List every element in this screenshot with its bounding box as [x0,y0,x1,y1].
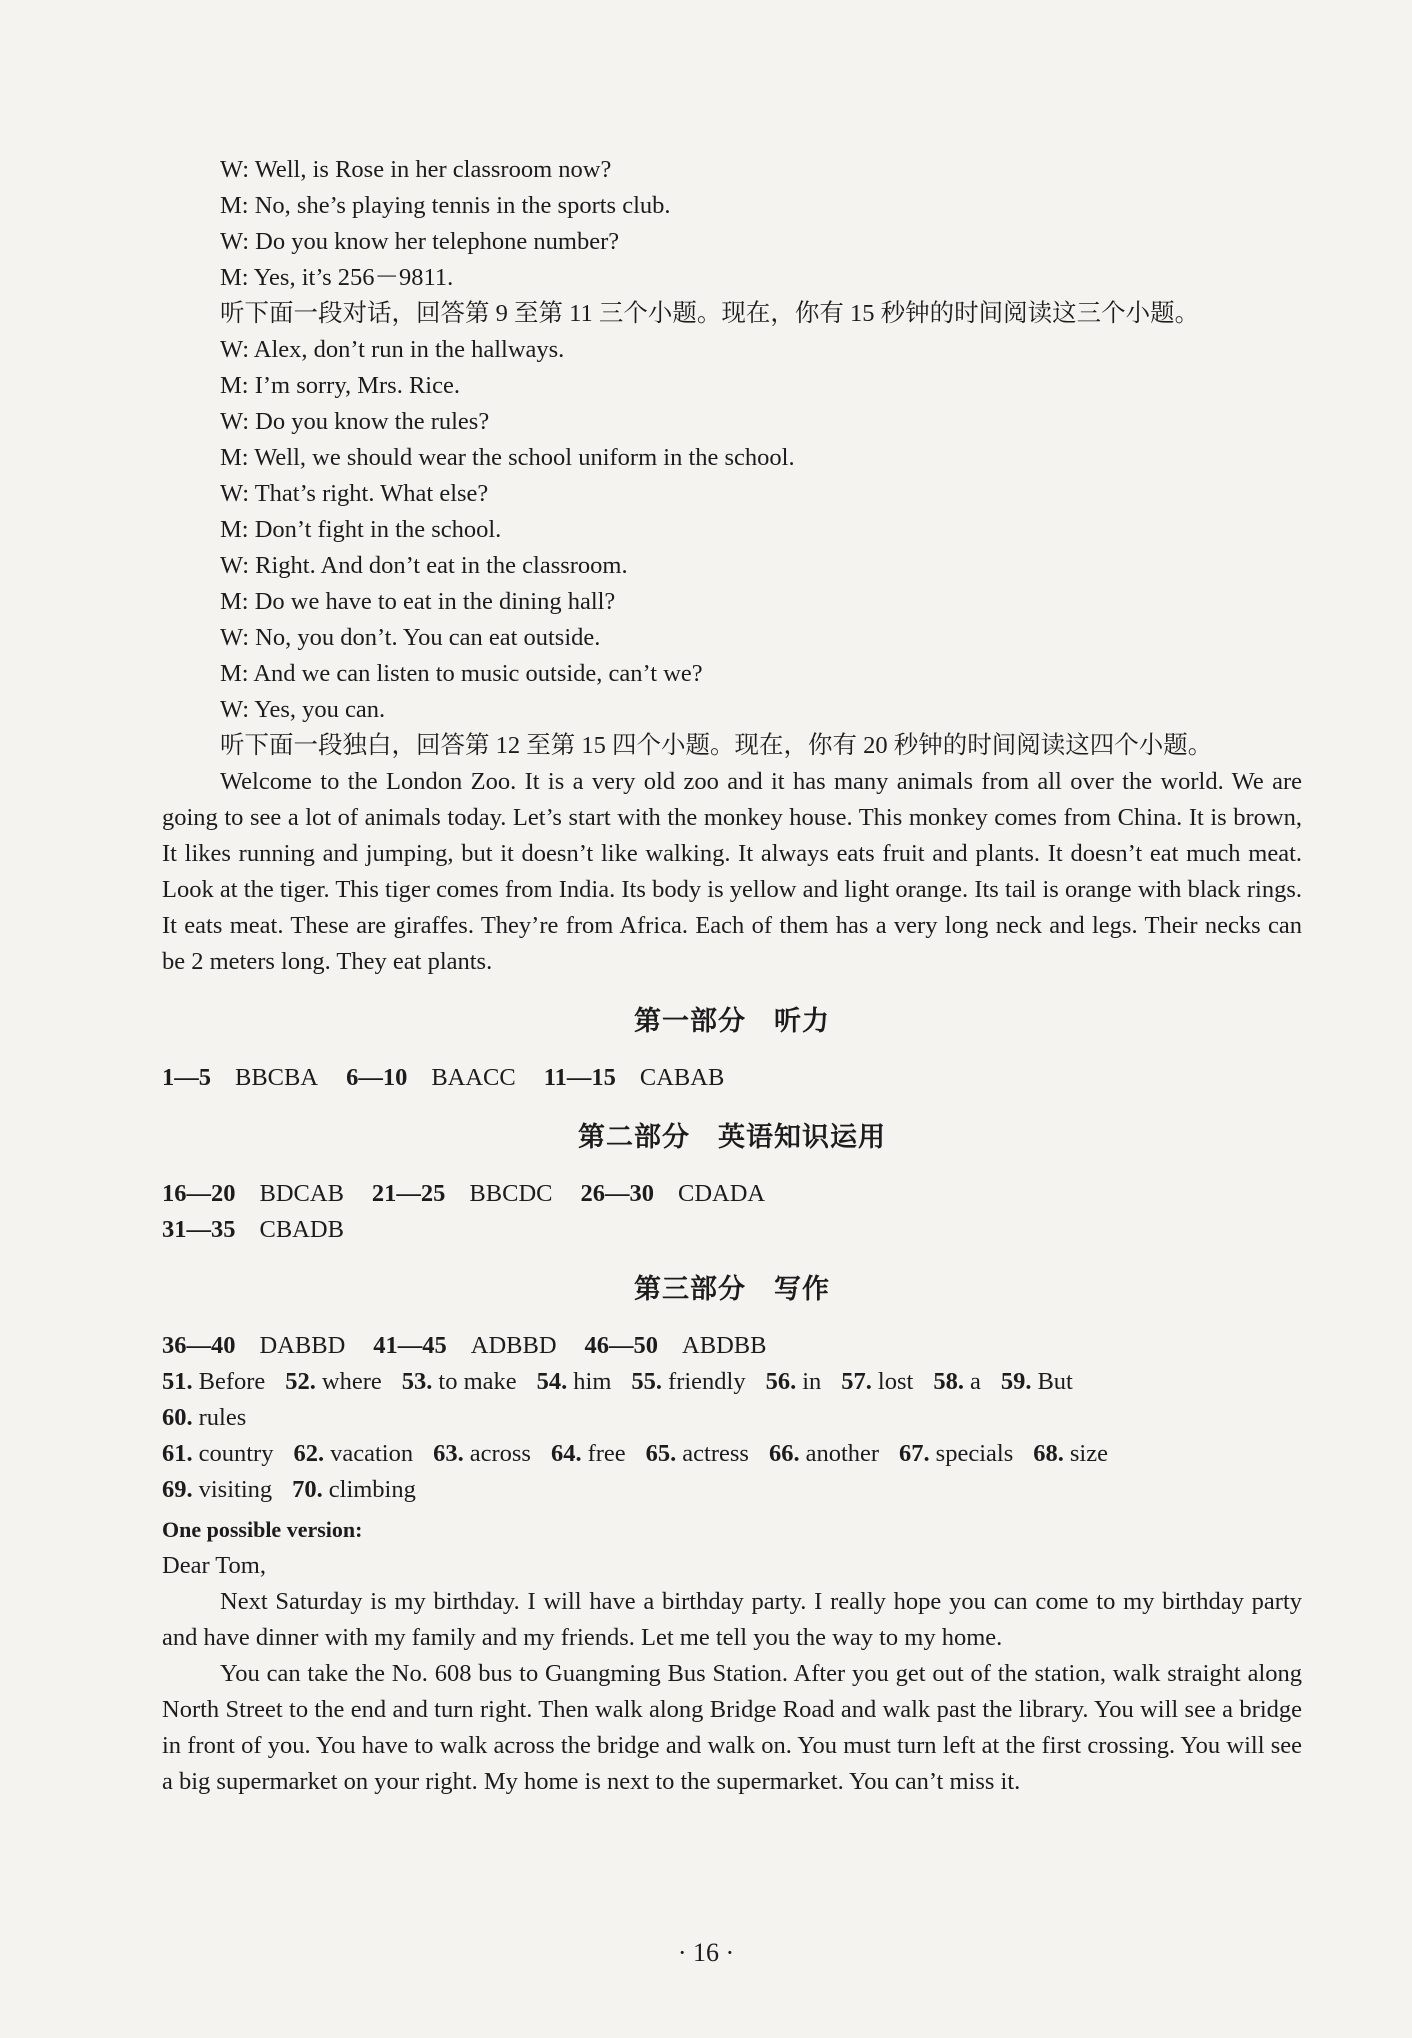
answer-group [372,1176,553,1212]
answer-row [162,1212,1302,1248]
dialogue-section-2 [162,332,1302,728]
fill-answer [551,1436,626,1472]
dialogue-line: W: That’s right. What else? [220,480,489,507]
fill-number: 66. [768,1440,800,1467]
dialogue-line: M: Well, we should wear the school uniform in the school. [220,444,795,471]
answer-group [544,1060,725,1096]
fill-word: him [573,1368,612,1395]
dialogue-line: M: I’m sorry, Mrs. Rice. [220,372,460,399]
fill-answer [162,1436,273,1472]
page-number: · 16 · [677,1938,735,1967]
answer-row [162,1176,1302,1212]
fill-word: Before [198,1368,266,1395]
fill-number: 53. [401,1368,433,1395]
instruction-2: 听下面一段对话，回答第 9 至第 11 三个小题。现在，你有 15 秒钟的时间阅读这三个小题。 [220,300,1200,327]
fill-answer [285,1364,381,1400]
fill-word: another [805,1440,880,1467]
fill-number: 58. [933,1368,964,1395]
fill-answer [841,1364,913,1400]
fill-word: climbing [328,1476,416,1503]
fill-word: where [321,1368,382,1395]
fill-row [162,1472,1302,1508]
answer-range: 21—25 [371,1180,446,1207]
answer-row [162,1060,1302,1096]
part3-heading: 第三部分 写作 [634,1274,830,1305]
answer-group [162,1212,344,1248]
fill-word: to make [438,1368,517,1395]
fill-word: visiting [198,1476,273,1503]
fill-in-answers [162,1364,1302,1508]
fill-number: 63. [433,1440,464,1467]
answer-range: 16—20 [162,1180,236,1207]
fill-number: 69. [162,1476,193,1503]
part2-heading: 第二部分 英语知识运用 [578,1122,886,1153]
fill-answer [402,1364,517,1400]
fill-answer [433,1436,531,1472]
fill-answer [292,1472,416,1508]
fill-number: 68. [1033,1440,1064,1467]
essay-body [162,1584,1302,1800]
answer-letters: BBCDC [469,1180,553,1207]
answer-letters: ABDBB [682,1332,767,1359]
answer-range: 6—10 [346,1064,408,1091]
answer-range: 26—30 [580,1180,654,1207]
fill-answer [1033,1436,1108,1472]
dialogue-line: W: Yes, you can. [220,696,386,723]
dialogue-line: M: And we can listen to music outside, can’t we? [220,660,703,687]
answer-letters: BAACC [431,1064,516,1091]
answer-group [162,1328,345,1364]
part3-answers [162,1328,1302,1364]
fill-answer [162,1364,265,1400]
fill-word: lost [877,1368,914,1395]
answer-range: 11—15 [543,1064,616,1091]
fill-number: 57. [841,1368,872,1395]
fill-answer [933,1364,981,1400]
fill-number: 67. [899,1440,930,1467]
fill-number: 55. [631,1368,663,1395]
fill-number: 52. [285,1368,316,1395]
fill-word: free [587,1440,626,1467]
answer-group [162,1060,318,1096]
fill-answer [899,1436,1013,1472]
answer-group [162,1176,344,1212]
answer-group [373,1328,556,1364]
page-content [162,152,1302,1800]
fill-answer [162,1400,246,1436]
fill-row [162,1400,1302,1436]
answer-range: 1—5 [162,1064,211,1091]
fill-word: in [802,1368,822,1395]
essay-label: One possible version: [162,1517,363,1542]
answer-range: 31—35 [162,1216,236,1243]
fill-number: 62. [293,1440,325,1467]
answer-letters: ADBBD [470,1332,557,1359]
answer-letters: CABAB [639,1064,725,1091]
fill-number: 64. [550,1440,582,1467]
dialogue-line: M: Do we have to eat in the dining hall? [220,588,616,615]
dialogue-line: W: Do you know the rules? [220,408,490,435]
answer-range: 41—45 [373,1332,447,1359]
dialogue-line: W: Do you know her telephone number? [220,228,620,255]
essay-paragraph: Next Saturday is my birthday. I will have a birthday party. I really hope you can come to my birthday party and have dinner with my family and my friends. Let me tell you the way to my home. [162,1588,1302,1651]
fill-number: 59. [1000,1368,1032,1395]
fill-word: size [1069,1440,1108,1467]
dialogue-line: W: Right. And don’t eat in the classroom. [220,552,628,579]
monologue-text: Welcome to the London Zoo. It is a very old zoo and it has many animals from all over the world. We are going to see a lot of animals today. Let’s start with the monkey house. This monkey comes from China. It is brown, It likes running and jumping, but it doesn’t like walking. It always eats fruit and plants. It doesn’t eat much meat. Look at the tiger. This tiger comes from India. Its body is yellow and light orange. Its tail is orange with black rings. It eats meat. These are giraffes. They’re from Africa. Each of them has a very long neck and legs. Their necks can be 2 meters long. They eat plants. [162,768,1302,975]
fill-answer [162,1472,272,1508]
fill-answer [1001,1364,1073,1400]
answer-letters: DABBD [259,1332,346,1359]
fill-number: 61. [162,1440,193,1467]
dialogue-line: M: Don’t fight in the school. [220,516,502,543]
answer-letters: BBCBA [235,1064,319,1091]
fill-answer [293,1436,413,1472]
dialogue-section-1 [162,152,1302,296]
fill-word: a [969,1368,981,1395]
fill-row [162,1436,1302,1472]
fill-number: 65. [645,1440,677,1467]
fill-answer [646,1436,749,1472]
fill-answer [769,1436,879,1472]
part1-heading: 第一部分 听力 [634,1006,830,1037]
fill-number: 70. [292,1476,323,1503]
fill-word: actress [682,1440,749,1467]
answer-range: 46—50 [584,1332,659,1359]
answer-letters: CDADA [677,1180,766,1207]
fill-number: 54. [536,1368,568,1395]
answer-range: 36—40 [162,1332,236,1359]
answer-letters: CBADB [259,1216,344,1243]
fill-word: across [469,1440,531,1467]
dialogue-line: M: Yes, it’s 256－9811. [220,264,454,291]
fill-answer [766,1364,822,1400]
fill-number: 60. [162,1404,193,1431]
essay-paragraph: You can take the No. 608 bus to Guangming Bus Station. After you get out of the station, walk straight along North Street to the end and turn right. Then walk along Bridge Road and walk past the library. You will see a bridge in front of you. You have to walk across the bridge and walk on. You must turn left at the first crossing. You will see a big supermarket on your right. My home is next to the supermarket. You can’t miss it. [162,1660,1302,1795]
fill-word: But [1037,1368,1073,1395]
instruction-3: 听下面一段独白，回答第 12 至第 15 四个小题。现在，你有 20 秒钟的时间阅读这四个小题。 [220,732,1213,759]
dialogue-line: W: No, you don’t. You can eat outside. [220,624,601,651]
fill-word: specials [935,1440,1014,1467]
dialogue-line: W: Alex, don’t run in the hallways. [220,336,565,363]
answer-group [346,1060,516,1096]
part1-answers [162,1060,1302,1096]
answer-row [162,1328,1302,1364]
dialogue-line: M: No, she’s playing tennis in the sports club. [220,192,671,219]
fill-number: 51. [162,1368,193,1395]
fill-answer [537,1364,612,1400]
dialogue-line: W: Well, is Rose in her classroom now? [220,156,612,183]
fill-number: 56. [765,1368,797,1395]
fill-row [162,1364,1302,1400]
part2-answers [162,1176,1302,1248]
fill-word: country [198,1440,274,1467]
answer-letters: BDCAB [259,1180,344,1207]
fill-word: vacation [330,1440,414,1467]
answer-group [580,1176,765,1212]
essay-greeting: Dear Tom, [162,1552,266,1579]
fill-word: friendly [668,1368,746,1395]
fill-word: rules [198,1404,247,1431]
fill-answer [631,1364,745,1400]
answer-group [585,1328,767,1364]
